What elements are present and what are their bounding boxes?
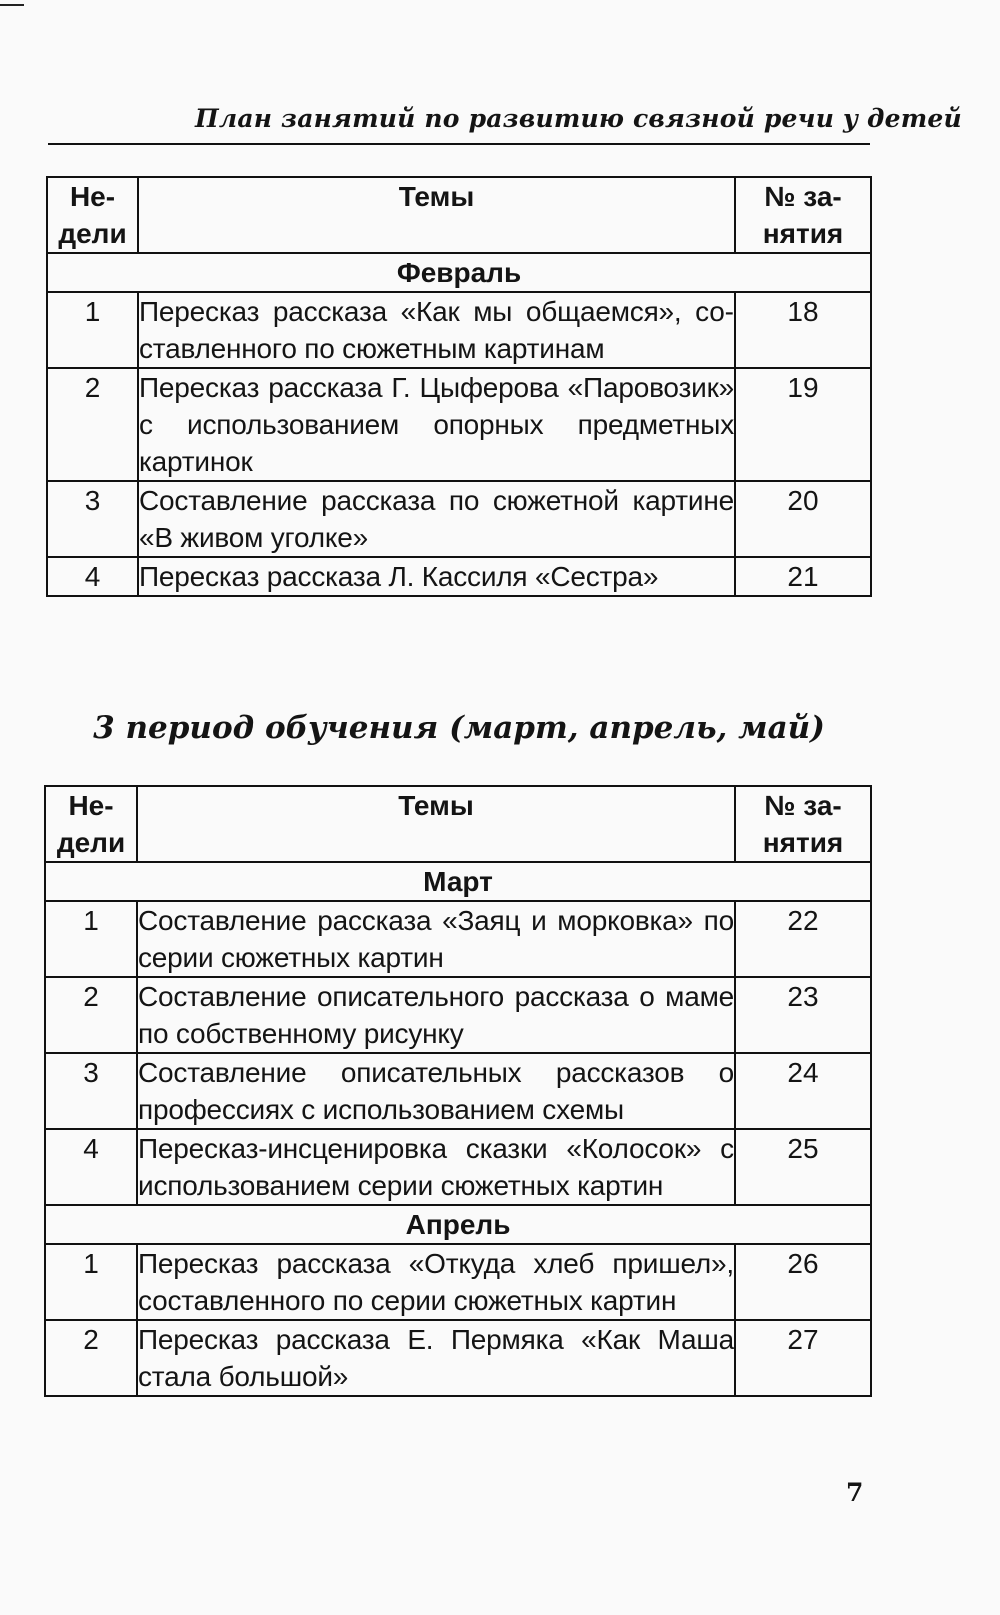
topic-cell: Пересказ рассказа Г. Цыферова «Паровозик» с использованием опорных предметных картинок [138,368,735,481]
table-row [47,292,871,368]
february-plan-table [46,176,872,597]
topic-cell: Составление рассказа по сюжетной картине «В живом уголке» [138,481,735,557]
month-row [47,253,871,292]
topic-cell: Составление описательных рассказов о профессиях с использованием схемы [137,1053,735,1129]
lesson-cell: 27 [735,1320,871,1396]
lesson-cell: 22 [735,901,871,977]
topic-cell: Пересказ рассказа Е. Пермяка «Как Маша стала большой» [137,1320,735,1396]
weeks-header [47,177,138,253]
running-head: План занятий по развитию связной речи у детей [195,104,962,133]
week-cell: 4 [45,1129,137,1205]
month-april: Апрель [45,1205,871,1244]
topic-cell: Составление описательного рассказа о маме по собственному рисунку [137,977,735,1053]
table-row [47,557,871,596]
lesson-cell: 23 [735,977,871,1053]
lesson-number-header [735,786,871,862]
lesson-header-line1: № за- [764,790,842,821]
topic-cell: Пересказ рассказа «Как мы общаемся», составленного по сюжетным картинам [138,292,735,368]
week-cell: 2 [45,1320,137,1396]
weeks-header-line1: Не- [69,181,116,212]
table-header-row [45,786,871,862]
lesson-number-header [735,177,871,253]
topics-header: Темы [138,177,735,253]
section-title: 3 период обучения (март, апрель, май) [93,710,825,746]
weeks-header-line1: Не- [68,790,114,821]
week-cell: 2 [47,368,138,481]
table-row [45,1320,871,1396]
topic-cell: Пересказ рассказа Л. Кассиля «Сестра» [138,557,735,596]
lesson-cell: 19 [735,368,871,481]
month-row [45,1205,871,1244]
topic-cell: Пересказ-инсценировка сказки «Колосок» с использованием серии сюжетных картин [137,1129,735,1205]
table-row [45,1129,871,1205]
weeks-header-line2: дели [56,827,126,858]
lesson-header-line1: № за- [764,181,842,212]
lesson-cell: 24 [735,1053,871,1129]
week-cell: 3 [45,1053,137,1129]
topic-cell: Пересказ рассказа «Откуда хлеб пришел», составленного по серии сюжетных картин [137,1244,735,1320]
page-number: 7 [846,1478,864,1507]
lesson-cell: 18 [735,292,871,368]
table-row [45,977,871,1053]
topic-cell: Составление рассказа «Заяц и морковка» по серии сюжетных картин [137,901,735,977]
lesson-header-line2: нятия [762,218,844,249]
lesson-cell: 25 [735,1129,871,1205]
corner-mark [0,4,24,6]
table-row [45,1053,871,1129]
month-row [45,862,871,901]
lesson-cell: 21 [735,557,871,596]
header-rule [48,143,870,145]
week-cell: 3 [47,481,138,557]
lesson-cell: 26 [735,1244,871,1320]
week-cell: 2 [45,977,137,1053]
table-header-row [47,177,871,253]
lesson-cell: 20 [735,481,871,557]
week-cell: 1 [45,901,137,977]
topics-header: Темы [137,786,735,862]
table-row [45,1244,871,1320]
week-cell: 1 [45,1244,137,1320]
weeks-header [45,786,137,862]
weeks-header-line2: дели [58,218,127,249]
week-cell: 1 [47,292,138,368]
lesson-header-line2: нятия [762,827,844,858]
month-march: Март [45,862,871,901]
table-row [45,901,871,977]
spring-plan-table [44,785,872,1397]
table-row [47,368,871,481]
table-row [47,481,871,557]
week-cell: 4 [47,557,138,596]
month-february: Февраль [47,253,871,292]
